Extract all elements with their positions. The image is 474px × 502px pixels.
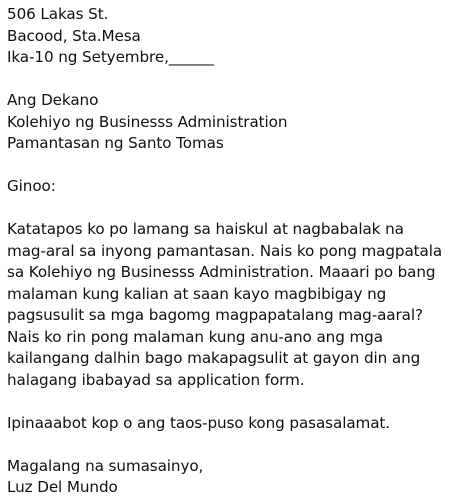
spacer xyxy=(7,198,471,220)
closing-block xyxy=(7,456,471,499)
salutation: Ginoo: xyxy=(7,177,56,195)
signature-name: Luz Del Mundo xyxy=(7,478,118,496)
letter xyxy=(7,4,471,499)
body-line: Nais ko rin pong malaman kung anu-ano ang mga xyxy=(7,327,383,346)
body-line: Katatapos ko po lamang sa haiskul at nagbabalak na xyxy=(7,220,404,238)
spacer xyxy=(7,69,471,91)
spacer xyxy=(7,391,471,413)
body-line: malaman kung kalian at saan kayo magbibigay ng xyxy=(7,284,387,303)
thanks-paragraph: Ipinaaabot kop o ang taos-puso kong pasasalamat. xyxy=(7,413,391,432)
spacer xyxy=(7,155,471,177)
recipient-university: Pamantasan ng Santo Tomas xyxy=(7,134,224,152)
letter-body-paragraph xyxy=(7,219,471,391)
complimentary-close: Magalang na sumasainyo, xyxy=(7,456,204,475)
letter-date: Ika-10 ng Setyembre,______ xyxy=(7,48,214,66)
sender-address-block xyxy=(7,4,471,69)
body-line: kailangang dalhin bago makapagsulit at gayon din ang xyxy=(7,349,421,367)
sender-street: 506 Lakas St. xyxy=(7,5,109,23)
body-line: mag-aral sa inyong pamantasan. Nais ko pong magpatala xyxy=(7,241,443,260)
recipient-title: Ang Dekano xyxy=(7,91,99,109)
body-line: pagsusulit sa mga bagomg magpapatalang mag-aaral? xyxy=(7,306,423,324)
body-line: halagang ibabayad sa application form. xyxy=(7,370,305,389)
recipient-college: Kolehiyo ng Businesss Administration xyxy=(7,112,288,131)
sender-city: Bacood, Sta.Mesa xyxy=(7,26,141,45)
spacer xyxy=(7,434,471,456)
recipient-address-block xyxy=(7,90,471,155)
body-line: sa Kolehiyo ng Businesss Administration. Maaari po bang xyxy=(7,263,436,281)
